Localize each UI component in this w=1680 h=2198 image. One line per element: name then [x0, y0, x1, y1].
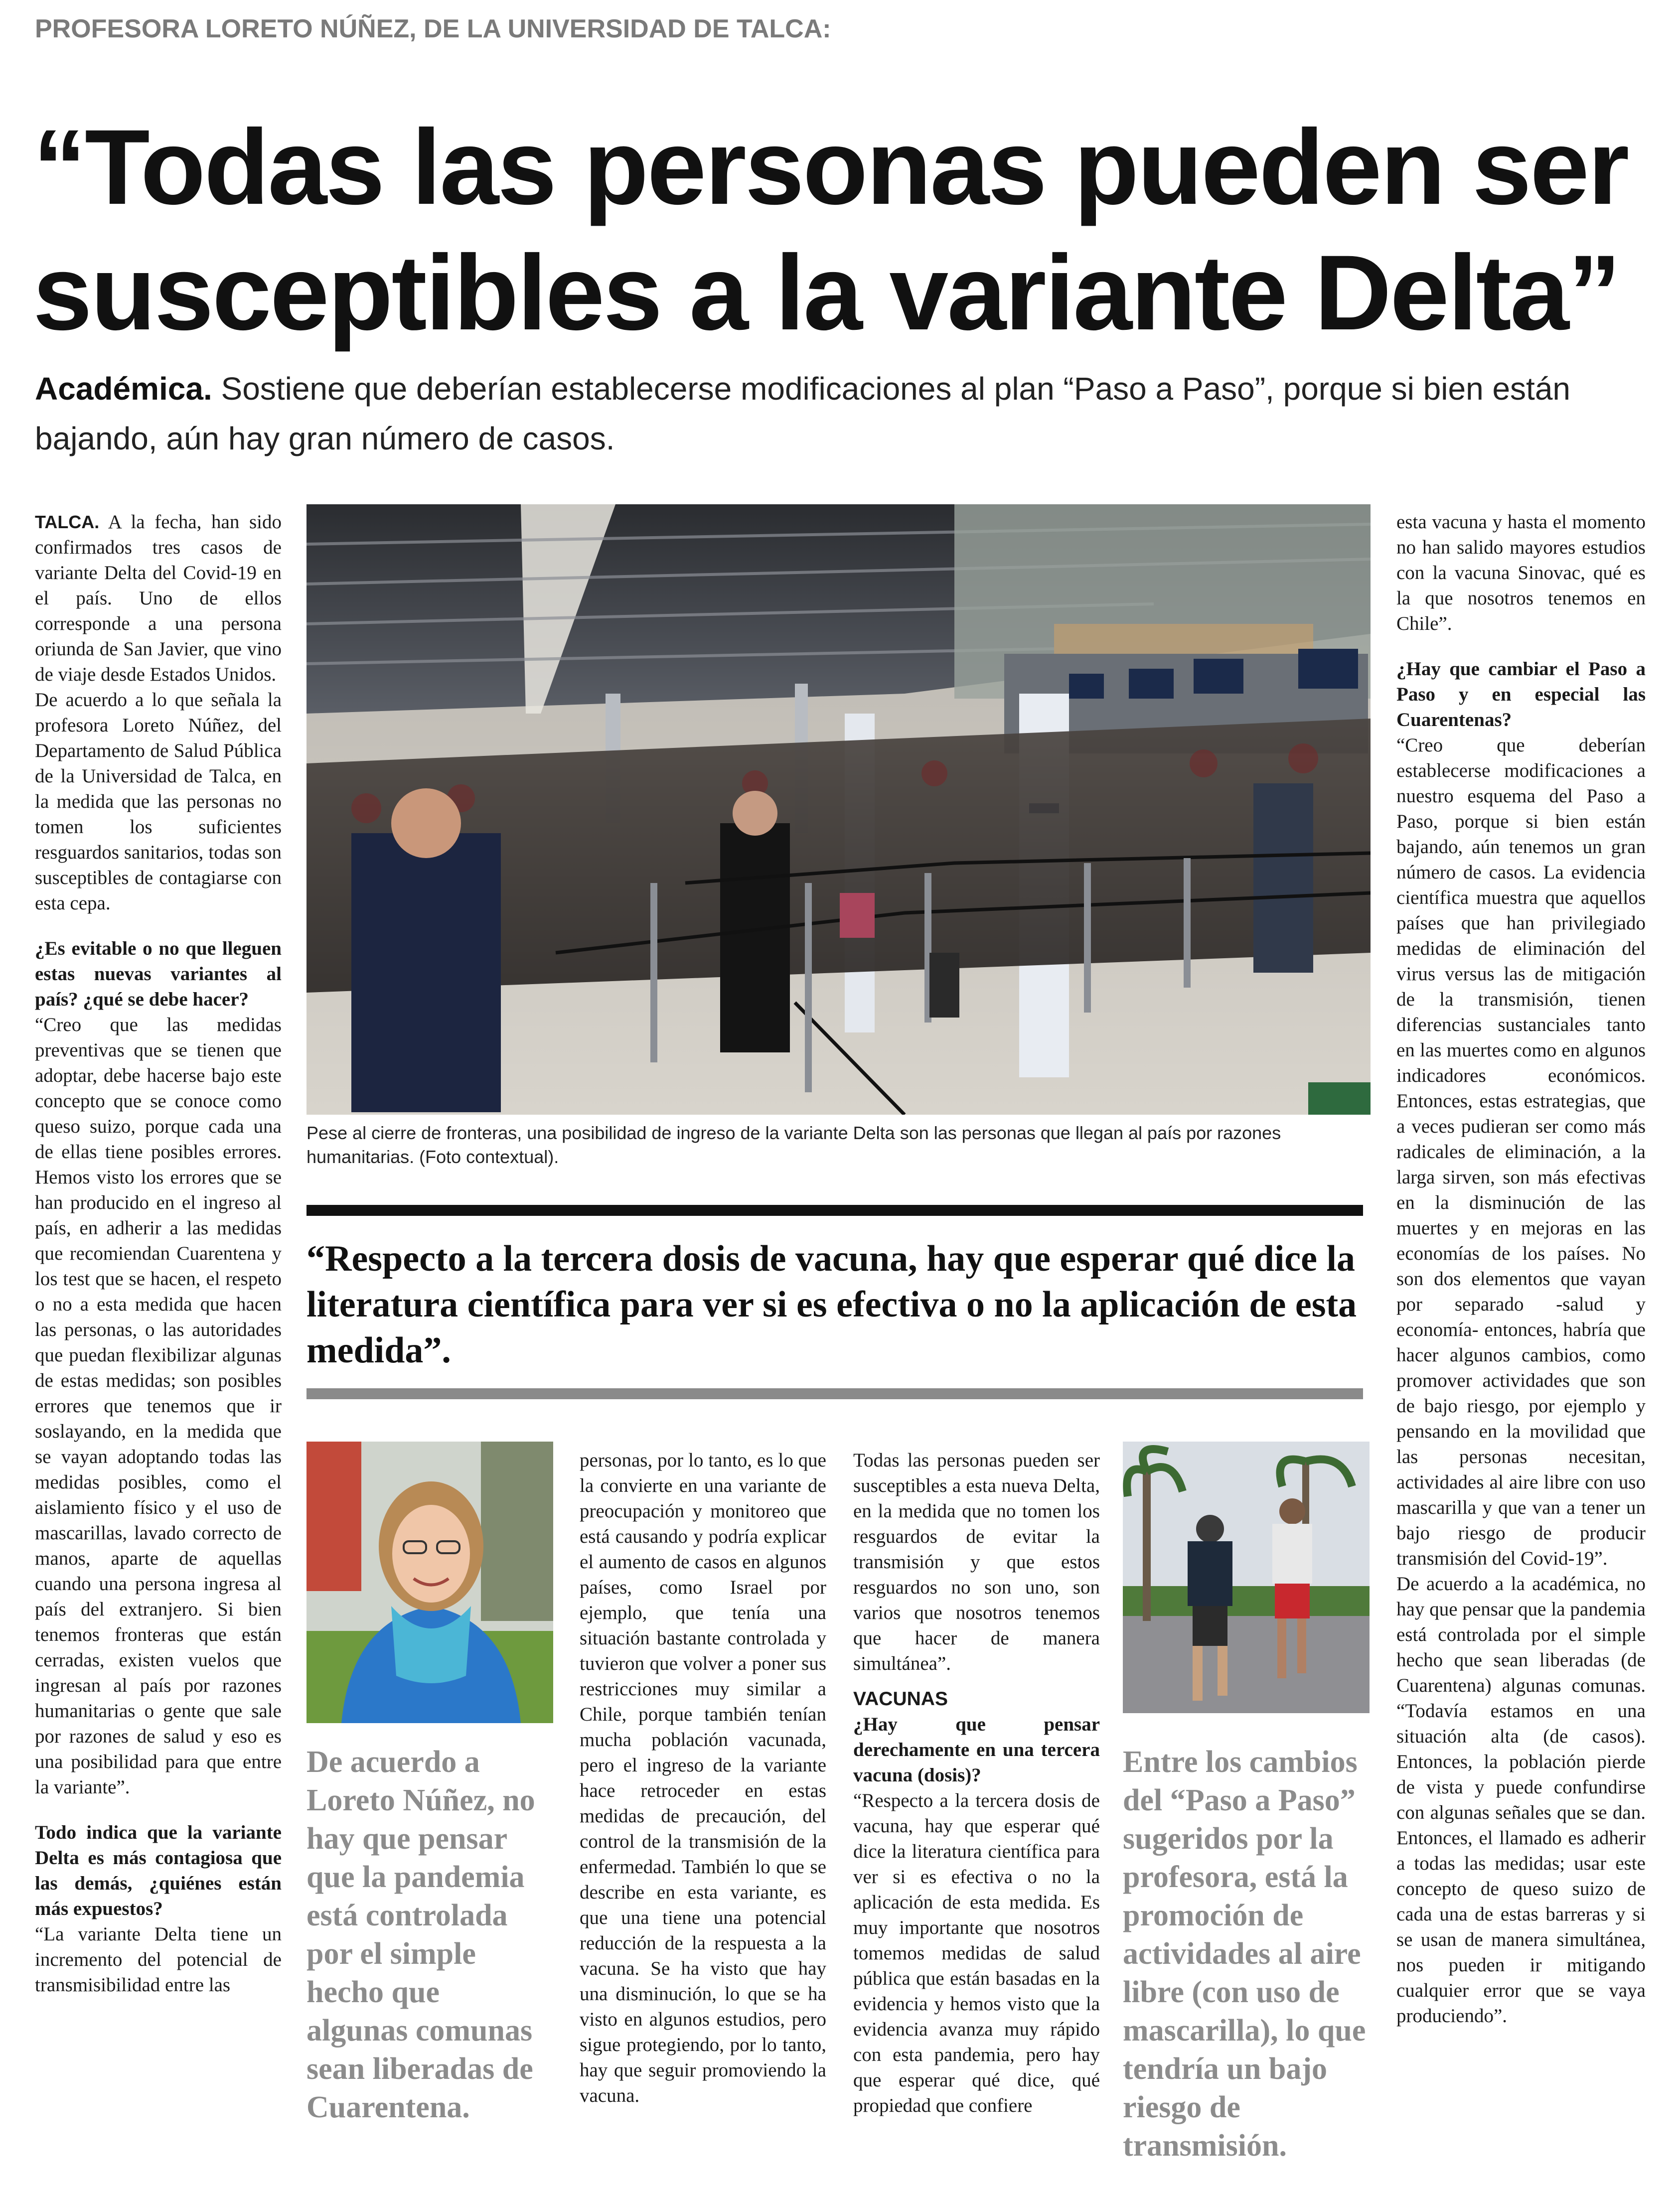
col4-p2: “Respecto a la tercera dosis de vacuna, hay que esperar qué dice la literatura científica para ver si es efectiva o no la aplicación de esta medida. Es muy importante que nosotros tomemos medidas de salud pública que están basadas en la evidencia y hemos visto que la evidencia avanza muy rápido con esta pandemia, pero hay que esperar qué dice, qué propiedad que confiere [853, 1790, 1100, 2116]
col6-p3: De acuerdo a la académica, no hay que pensar que la pandemia está controlada por el simple hecho que sean liberadas (de Cuarentena) algunas comunas. “Todavía estamos en una situación alta (de casos). Entonces, la población pierde de vista y puede confundirse con algunas señales que se dan. Entonces, el llamado es adherir a todas las medidas; usar este concepto de queso suizo de cada una de estas barreras y si se usan de manera simultánea, nos pueden ir mitigando cualquier error que se vaya produciendo”. [1396, 1573, 1646, 2027]
col4-p1: Todas las personas pueden ser susceptibles a esta nueva Delta, en la medida que no tomen los resguardos de evitar la transmisión y que estos resguardos no son uno, son varios que nosotros tenemos que hacer de manera simultánea”. [853, 1450, 1100, 1674]
col6-p2: “Creo que deberían establecerse modificaciones a nuestro esquema del Paso a Paso, porque si bien están bajando, aún tenemos un gran número de casos. La evidencia científica muestra que aquellos países que han privilegiado medidas de eliminación del virus versus las de mitigación de la transmisión, tienen diferencias sustanciales tanto en las muertes como en algunos indicadores económicos. Entonces, estas estrategias, que a veces pudieran ser como más radicales de eliminación, a la larga sirven, son más efectivas en la disminución de las muertes y en mejoras en las economías de los países. No son dos elementos que vayan por separado -salud y economía- entonces, habría que hacer algunos cambios, como promover actividades que son de bajo riesgo, por ejemplo y pensando en la movilidad que las personas necesitan, actividades al aire libre con uso mascarilla y que van a tener un bajo riesgo de producir transmisión del Covid-19”. [1396, 734, 1646, 1569]
headline: “Todas las personas pueden ser susceptibles a la variante Delta” [33, 108, 1628, 352]
col6-question-1: ¿Hay que cambiar el Paso a Paso y en especial las Cuarentenas? [1396, 658, 1646, 731]
runners-photo [1123, 1442, 1370, 1713]
column-3 [580, 1448, 826, 2108]
portrait-photo [306, 1442, 553, 1723]
airport-photo [306, 504, 1371, 1115]
column-4 [853, 1448, 1100, 2118]
photo-caption: Pese al cierre de fronteras, una posibilidad de ingreso de la variante Delta son las personas que llegan al país por razones humanitarias. (Foto contextual). [306, 1123, 1281, 1167]
col1-question-1: ¿Es evitable o no que lleguen estas nuevas variantes al país? ¿qué se debe hacer? [35, 938, 282, 1010]
kicker: PROFESORA LORETO NÚÑEZ, DE LA UNIVERSIDAD DE TALCA: [35, 14, 831, 43]
pull-quote: “Respecto a la tercera dosis de vacuna, hay que esperar qué dice la literatura científica para ver si es efectiva o no la aplicación de esta medida”. [306, 1238, 1357, 1371]
col4-question-1: ¿Hay que pensar derechamente en una tercera vacuna (dosis)? [853, 1714, 1100, 1786]
side-quote-2: Entre los cambios del “Paso a Paso” sugeridos por la profesora, está la promoción de actividades al aire libre (con uso de mascarilla), lo que tendría un bajo riesgo de transmisión. [1123, 1745, 1366, 2163]
deck-text: Sostiene que deberían establecerse modificaciones al plan “Paso a Paso”, porque si bien están bajando, aún hay gran número de casos. [35, 371, 1570, 456]
deck [35, 364, 1650, 463]
column-6 [1396, 509, 1646, 2029]
side-quote-1: De acuerdo a Loreto Núñez, no hay que pensar que la pandemia está controlada por el simple hecho que algunas comunas sean liberadas de Cuarentena. [306, 1745, 535, 2124]
col3-p1: personas, por lo tanto, es lo que la convierte en una variante de preocupación y monitoreo que está causando y podría explicar el aumento de casos en algunos países, como Israel por ejemplo, que tenía una situación bastante controlada y tuvieron que volver a poner sus restricciones muy similar a Chile, porque también tenían mucha población vacunada, pero el ingreso de la variante hace retroceder en estas medidas de precaución, del control de la transmisión de la enfermedad. También lo que se describe en esta variante, es que una tiene una potencial reducción de la respuesta a la vacuna. Se ha visto que hay una disminución, lo que se ha visto en algunos estudios, pero sigue protegiendo, por lo tanto, hay que seguir promoviendo la vacuna. [580, 1450, 826, 2106]
column-1 [35, 509, 282, 1998]
col4-section-title: VACUNAS [853, 1688, 948, 1710]
col1-question-2: Todo indica que la variante Delta es más contagiosa que las demás, ¿quiénes están más expuestos? [35, 1822, 282, 1919]
dateline: TALCA. [35, 512, 100, 532]
col1-p3: “Creo que las medidas preventivas que se tienen que adoptar, debe hacerse bajo este concepto que se conoce como queso suizo, porque cada una de ellas tiene posibles errores. Hemos visto los errores que se han producido en el ingreso al país, en adherir a las medidas que recomiendan Cuarentena y los test que se hacen, el respeto o no a esta medida que hacen las personas, o las autoridades que puedan flexibilizar algunas de estas medidas; son posibles errores que tenemos que ir soslayando, en la medida que se vayan adoptando todas las medidas posibles, como el aislamiento físico y el uso de mascarillas, lavado correcto de manos, aparte de aquellas cuando una persona ingresa al país del extranjero. Si bien tenemos fronteras que están cerradas, existen vuelos que ingresan al país por razones humanitarias o gente que sale por razones de salud y eso es una posibilidad para que entre la variante”. [35, 1014, 282, 1798]
col1-p4: “La variante Delta tiene un incremento del potencial de transmisibilidad entre las [35, 1923, 282, 1996]
pull-quote-top-rule [306, 1205, 1363, 1216]
pull-quote-bottom-rule [306, 1388, 1363, 1399]
col1-p2: De acuerdo a lo que señala la profesora Loreto Núñez, del Departamento de Salud Pública de la Universidad de Talca, en la medida que las personas no tomen los suficientes resguardos sanitarios, todas son susceptibles de contagiarse con esta cepa. [35, 689, 282, 914]
col1-p1: A la fecha, han sido confirmados tres casos de variante Delta del Covid-19 en el país. Uno de ellos corresponde a una persona oriunda de San Javier, que vino de viaje desde Estados Unidos. [35, 511, 282, 685]
deck-label: Académica. [35, 371, 212, 407]
col6-p1: esta vacuna y hasta el momento no han salido mayores estudios con la vacuna Sinovac, qué es la que nosotros tenemos en Chile”. [1396, 511, 1646, 634]
